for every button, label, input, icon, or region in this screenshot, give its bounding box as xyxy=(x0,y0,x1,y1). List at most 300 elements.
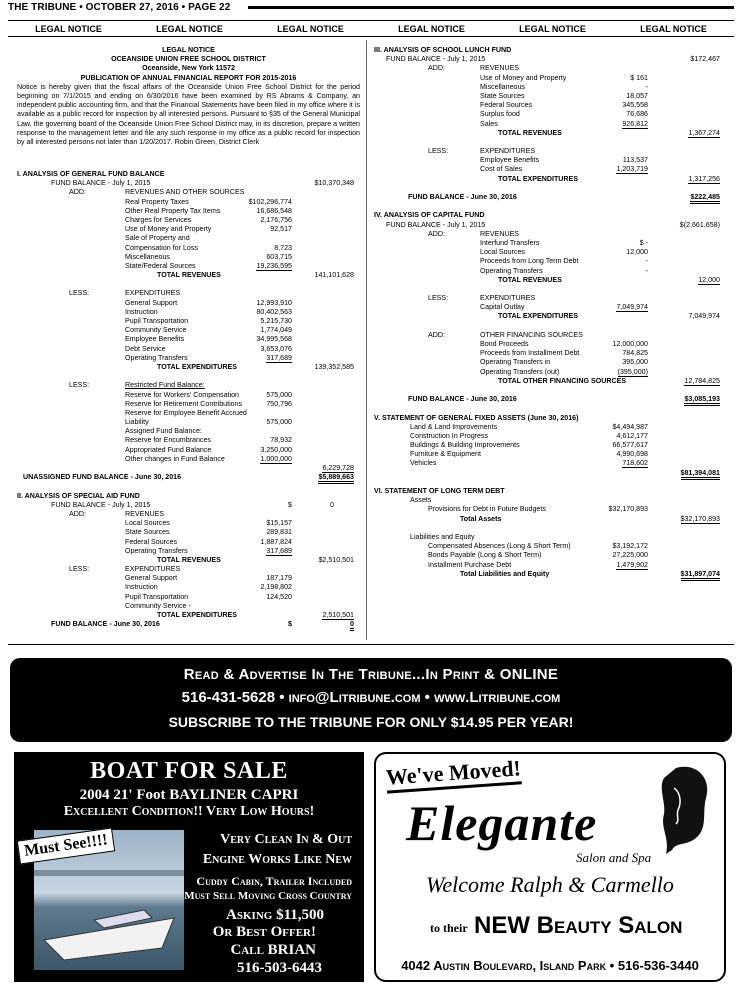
table-row xyxy=(374,193,726,202)
table-cell: Operating Transfers xyxy=(125,353,188,362)
table-row xyxy=(374,478,726,487)
table-cell: Employee Benefits xyxy=(125,335,185,344)
table-row xyxy=(17,464,362,473)
table-cell: TOTAL EXPENDITURES xyxy=(498,174,579,183)
table-cell: Assigned Fund Balance: xyxy=(125,427,202,436)
table-row xyxy=(17,381,362,390)
table-cell: 12,784,825 xyxy=(684,376,720,385)
table-cell: TOTAL REVENUES xyxy=(157,271,221,280)
table-cell: TOTAL REVENUES xyxy=(157,555,221,564)
table-row xyxy=(374,469,726,478)
table-row xyxy=(17,234,362,243)
table-cell: 12,000,000 xyxy=(612,340,648,348)
table-row xyxy=(374,221,726,230)
table-cell: $3,192,172 xyxy=(612,542,648,551)
legal-notice-label: LEGAL NOTICE xyxy=(35,23,102,34)
table-cell: 345,558 xyxy=(622,101,648,110)
table-cell: 317,689 xyxy=(266,546,292,555)
table-cell: EXPENDITURES xyxy=(480,294,536,303)
salon-name: Elegante xyxy=(406,795,598,851)
table-cell: Total Liabilities and Equity xyxy=(460,569,550,578)
table-cell: 1,203,719 xyxy=(616,165,648,174)
table-cell: 19,236,595 xyxy=(256,261,292,270)
moved-label: We've Moved! xyxy=(385,755,522,793)
table-cell: $31,897,074 xyxy=(681,570,720,581)
boat-ad-model: 2004 21' Foot BAYLINER CAPRI xyxy=(79,787,299,803)
table-cell: 12,993,910 xyxy=(256,298,292,307)
table-cell: Liabilities and Equity xyxy=(410,532,475,541)
table-cell: LESS: xyxy=(69,565,90,574)
table-cell: 1,479,902 xyxy=(616,560,648,569)
table-cell: 8,723 xyxy=(274,243,292,252)
table-row xyxy=(17,207,362,216)
table-cell: 113,537 xyxy=(622,156,648,165)
table-row xyxy=(374,303,726,312)
notice-body: Notice is hereby given that the fiscal affairs of the Oceanside Union Free School District for the period beginning on 7/1/2015 and ending on 6/30/2016 have been examined by RS Abrams & Company, an independent public accounting firm, and that the Financial Statements have been filed in my office where it is available as a public record for inspection by all interested persons. Pursuant to §35 of the General Municipal Law, the governing board of the Oceanside Union Free School District may, in its discretion, prepare a written response to the management letter and file any such response in my office as a public record for inspection by all interested persons not later than 1/20/2017. Robin Green, District Clerk xyxy=(17,82,360,147)
table-cell: $222,485 xyxy=(690,193,720,204)
table-row xyxy=(374,441,726,450)
table-cell: 0 xyxy=(350,620,354,631)
table-cell: Community Service xyxy=(125,326,187,335)
table-row xyxy=(374,450,726,459)
table-cell: 289,831 xyxy=(266,528,292,537)
table-cell: Real Property Taxes xyxy=(125,197,189,206)
table-row xyxy=(17,492,362,501)
boat-ad-cabin: Cuddy Cabin, Trailer Included xyxy=(196,874,352,888)
table-cell: OTHER FINANCING SOURCES xyxy=(480,330,583,339)
table-row xyxy=(17,271,362,280)
table-cell: EXPENDITURES xyxy=(480,147,536,156)
table-row xyxy=(17,409,362,418)
table-cell: $172,467 xyxy=(690,55,720,64)
table-cell: Community Service - xyxy=(125,601,191,610)
table-cell: Other changes in Fund Balance xyxy=(125,454,225,463)
boat-ad-condition: Excellent Condition!! Very Low Hours! xyxy=(63,804,315,819)
table-cell: 1,367,274 xyxy=(688,128,720,137)
table-cell: $ xyxy=(288,500,292,509)
table-cell: Pupil Transportation xyxy=(125,317,189,325)
table-row xyxy=(374,515,726,524)
table-row xyxy=(374,211,726,220)
table-row xyxy=(17,436,362,445)
boat-ad-phone: 516-503-6443 xyxy=(237,960,322,976)
legal-notice-label: LEGAL NOTICE xyxy=(519,23,586,34)
table-cell: Employee Benefits xyxy=(480,156,540,165)
table-cell: TOTAL REVENUES xyxy=(498,128,562,137)
table-cell: Vehicles xyxy=(410,459,437,468)
table-row xyxy=(17,602,362,611)
table-row xyxy=(374,459,726,468)
table-cell: LESS: xyxy=(428,147,449,156)
table-cell: $2,510,501 xyxy=(318,555,354,564)
boat-for-sale-ad xyxy=(14,752,364,982)
table-row xyxy=(17,418,362,427)
salon-address: 4042 Austin Boulevard, Island Park • 516-536-3440 xyxy=(401,958,699,973)
table-row xyxy=(374,533,726,542)
table-cell: Reserve for Employee Benefit Accrued xyxy=(125,408,247,417)
table-row xyxy=(374,147,726,156)
table-cell: III. ANALYSIS OF SCHOOL LUNCH FUND xyxy=(374,46,512,54)
table-cell: Federal Sources xyxy=(480,101,533,110)
table-row xyxy=(374,432,726,441)
table-row xyxy=(17,299,362,308)
table-cell: 3,250,000 xyxy=(260,445,292,454)
elegante-salon-ad xyxy=(374,752,726,982)
table-cell: 78,932 xyxy=(270,436,292,445)
table-cell: EXPENDITURES xyxy=(125,289,181,298)
table-row xyxy=(17,308,362,317)
table-row xyxy=(374,349,726,358)
legal-notice-label: LEGAL NOTICE xyxy=(398,23,465,34)
table-cell: EXPENDITURES xyxy=(125,565,181,574)
table-cell: TOTAL EXPENDITURES xyxy=(498,312,579,321)
table-cell: State Sources xyxy=(480,91,525,100)
table-cell: 317,689 xyxy=(266,353,292,362)
table-row xyxy=(374,74,726,83)
table-cell: LESS: xyxy=(69,289,90,298)
table-cell: TOTAL EXPENDITURES xyxy=(157,611,238,619)
table-cell: 750,796 xyxy=(266,399,292,408)
table-cell: Use of Money and Property xyxy=(125,225,212,234)
table-cell: TOTAL REVENUES xyxy=(498,275,562,284)
table-row xyxy=(374,175,726,184)
table-cell: Sale of Property and xyxy=(125,234,190,243)
table-row xyxy=(17,391,362,400)
table-row xyxy=(374,312,726,321)
table-cell: Reserve for Encumbrances xyxy=(125,436,211,445)
table-cell: Federal Sources xyxy=(125,537,178,546)
table-cell: $5,889,663 xyxy=(318,473,354,484)
table-cell: Cost of Sales xyxy=(480,165,523,174)
table-cell: 187,179 xyxy=(266,574,292,583)
table-row xyxy=(374,414,726,423)
table-row xyxy=(17,244,362,253)
table-cell: I. ANALYSIS OF GENERAL FUND BALANCE xyxy=(17,170,165,178)
table-cell: Liability xyxy=(125,418,149,427)
banner-contact-line: 516-431-5628 • info@Litribune.com • www.Litribune.com xyxy=(181,689,561,706)
salon-to-their: to their xyxy=(430,921,468,935)
table-row xyxy=(17,326,362,335)
table-cell: 12,000 xyxy=(626,248,648,257)
table-row xyxy=(374,138,726,147)
table-cell: Total Assets xyxy=(460,514,502,523)
table-cell: Furniture & Equipment xyxy=(410,450,481,459)
table-cell: 3,653,076 xyxy=(260,344,292,353)
table-row xyxy=(17,354,362,363)
table-cell: Bond Proceeds xyxy=(480,340,529,348)
table-row xyxy=(17,574,362,583)
table-cell: Operating Transfers in xyxy=(480,358,551,367)
table-cell: 1,774,049 xyxy=(260,326,292,335)
table-cell: Interfund Transfers xyxy=(480,238,540,247)
table-row xyxy=(374,368,726,377)
salon-welcome: Welcome Ralph & Carmello xyxy=(426,872,674,897)
salon-new-beauty: NEW Beauty Salon xyxy=(474,912,683,939)
table-cell: Restricted Fund Balance: xyxy=(125,381,205,390)
table-cell: 7,049,974 xyxy=(688,312,720,321)
table-row xyxy=(374,322,726,331)
table-cell: (395,000) xyxy=(617,367,648,376)
table-row xyxy=(374,561,726,570)
table-cell: 5,215,730 xyxy=(260,317,292,325)
column-divider xyxy=(366,40,367,640)
table-cell: Assets xyxy=(410,496,432,505)
table-row xyxy=(374,129,726,138)
table-row xyxy=(374,83,726,92)
table-cell: State/Federal Sources xyxy=(125,261,196,270)
table-cell: 4,612,177 xyxy=(616,431,648,440)
table-cell: VI. STATEMENT OF LONG TERM DEBT xyxy=(374,487,505,495)
table-cell: Installment Purchase Debt xyxy=(428,560,512,569)
boat-ad-price: Asking $11,500 xyxy=(226,907,324,923)
table-cell: FUND BALANCE - June 30, 2016 xyxy=(408,395,517,404)
table-row xyxy=(17,280,362,289)
boat-ad-engine: Engine Works Like New xyxy=(202,852,352,867)
table-row xyxy=(374,267,726,276)
table-row xyxy=(17,188,362,197)
table-cell: 784,825 xyxy=(622,349,648,358)
table-cell: ADD: xyxy=(428,64,445,73)
table-cell: $81,394,081 xyxy=(681,469,720,480)
table-cell: 2,198,802 xyxy=(260,583,292,592)
table-row xyxy=(17,473,362,482)
table-row xyxy=(17,556,362,565)
table-cell: Pupil Transportation xyxy=(125,592,189,601)
table-cell: Local Sources xyxy=(480,248,525,257)
table-cell: $ - xyxy=(639,238,648,247)
table-cell: 6,229,728 xyxy=(322,464,354,472)
legal-notice-bar xyxy=(8,20,734,37)
table-row xyxy=(17,372,362,381)
table-cell: 12,000 xyxy=(698,275,720,284)
table-cell: FUND BALANCE - June 30, 2016 xyxy=(408,193,517,201)
table-row xyxy=(374,294,726,303)
table-row xyxy=(17,427,362,436)
table-cell: FUND BALANCE - July 1, 2015 xyxy=(386,55,486,64)
table-row xyxy=(17,455,362,464)
table-row xyxy=(17,179,362,188)
table-row xyxy=(17,446,362,455)
table-cell: - xyxy=(645,266,648,275)
table-cell: $(2,661,658) xyxy=(679,220,720,229)
table-row xyxy=(374,120,726,129)
table-cell: Charges for Services xyxy=(125,215,192,224)
table-cell: Reserve for Retirement Contributions xyxy=(125,399,243,408)
table-cell: 34,995,568 xyxy=(256,335,292,344)
table-row xyxy=(17,547,362,556)
table-cell: LESS: xyxy=(428,294,449,303)
table-row xyxy=(374,257,726,266)
table-cell: FUND BALANCE - June 30, 2016 xyxy=(51,620,160,629)
table-cell: FUND BALANCE - July 1, 2015 xyxy=(386,220,486,229)
legal-notice-label: LEGAL NOTICE xyxy=(640,23,707,34)
table-cell: Other Real Property Tax Items xyxy=(125,206,221,215)
table-row xyxy=(17,510,362,519)
table-row xyxy=(17,262,362,271)
must-see-label: Must See!!!! xyxy=(17,827,115,864)
table-row xyxy=(17,528,362,537)
table-cell: Surplus food xyxy=(480,110,520,119)
table-row xyxy=(374,101,726,110)
table-cell: Miscellaneous xyxy=(480,82,525,91)
woman-silhouette-icon xyxy=(636,758,716,858)
table-cell: Proceeds from Long Term Debt xyxy=(480,257,579,266)
table-cell: REVENUES xyxy=(480,64,520,73)
table-row xyxy=(374,395,726,404)
notice-title: LEGAL NOTICE xyxy=(162,46,215,54)
table-cell: 141,101,628 xyxy=(314,271,354,280)
table-row xyxy=(17,519,362,528)
table-cell: 139,352,585 xyxy=(314,362,354,371)
table-cell: 0 xyxy=(330,500,334,509)
table-cell: State Sources xyxy=(125,528,170,537)
table-cell: Use of Money and Property xyxy=(480,73,567,82)
boat-ad-offer: Or Best Offer! xyxy=(212,924,316,940)
table-row xyxy=(17,225,362,234)
table-row xyxy=(17,538,362,547)
table-cell: $102,296,774 xyxy=(248,197,292,206)
table-cell: TOTAL EXPENDITURES xyxy=(157,362,238,371)
boat-ad-moving: Must Sell Moving Cross Country xyxy=(184,890,352,902)
table-cell: II. ANALYSIS OF SPECIAL AID FUND xyxy=(17,491,140,500)
table-row xyxy=(374,248,726,257)
table-row xyxy=(17,611,362,620)
table-row xyxy=(17,565,362,574)
table-row xyxy=(374,55,726,64)
table-row xyxy=(374,386,726,395)
table-row xyxy=(374,377,726,386)
notice-intro xyxy=(17,46,360,147)
table-cell: REVENUES xyxy=(480,229,520,238)
table-cell: 80,402,563 xyxy=(256,307,292,316)
tribune-banner xyxy=(10,658,732,742)
legal-notice-label: LEGAL NOTICE xyxy=(277,23,344,34)
table-cell: $3,085,193 xyxy=(684,395,720,406)
table-cell: 16,686,548 xyxy=(256,206,292,215)
table-row xyxy=(374,524,726,533)
table-cell: 2,510,501 xyxy=(322,611,354,619)
right-financial-column xyxy=(374,46,726,579)
table-cell: Capital Outlay xyxy=(480,303,525,312)
table-cell: Provisions for Debt in Future Budgets xyxy=(428,505,546,514)
header-rule xyxy=(248,6,734,9)
table-row xyxy=(374,340,726,349)
table-cell: 1,317,256 xyxy=(688,174,720,183)
table-row xyxy=(17,317,362,326)
boat-ad-clean: Very Clean In & Out xyxy=(220,832,352,847)
table-row xyxy=(17,583,362,592)
table-cell: TOTAL OTHER FINANCING SOURCES xyxy=(498,376,627,385)
table-cell: 4,990,698 xyxy=(616,450,648,459)
table-cell: $32,170,893 xyxy=(680,514,720,523)
table-row xyxy=(374,64,726,73)
table-row xyxy=(17,335,362,344)
table-cell: 27,225,000 xyxy=(612,551,648,560)
table-cell: - xyxy=(645,257,648,266)
table-cell: Local Sources xyxy=(125,519,170,528)
table-cell: Instruction xyxy=(125,583,158,592)
table-cell: $32,170,893 xyxy=(608,505,648,514)
table-cell: Bonds Payable (Long & Short Term) xyxy=(428,551,542,560)
table-cell: ADD: xyxy=(69,188,86,197)
table-cell: FUND BALANCE - July 1, 2015 xyxy=(51,500,151,509)
boat-ad-call: Call BRIAN xyxy=(230,942,316,958)
table-row xyxy=(374,487,726,496)
left-financial-column xyxy=(17,170,362,629)
table-row xyxy=(374,202,726,211)
boat-ad-title: BOAT FOR SALE xyxy=(90,758,288,784)
table-row xyxy=(374,46,726,55)
table-cell: 718,602 xyxy=(622,459,648,468)
table-cell: - xyxy=(645,82,648,91)
banner-subscribe-line: SUBSCRIBE TO THE TRIBUNE FOR ONLY $14.95 PER YEAR! xyxy=(168,714,574,730)
table-row xyxy=(374,230,726,239)
table-cell: 395,000 xyxy=(622,358,648,367)
table-row xyxy=(374,184,726,193)
table-cell: $4,494,987 xyxy=(612,422,648,431)
table-cell: 7,049,974 xyxy=(616,303,648,312)
table-row xyxy=(17,593,362,602)
table-cell: Reserve for Workers' Compensation xyxy=(125,390,239,399)
table-cell: $ 161 xyxy=(630,73,648,82)
bottom-rule xyxy=(8,644,734,645)
table-cell: ADD: xyxy=(69,509,86,518)
table-row xyxy=(374,423,726,432)
table-row xyxy=(374,331,726,340)
table-row xyxy=(374,542,726,551)
table-cell: Buildings & Building Improvements xyxy=(410,441,520,450)
table-cell: ADD: xyxy=(428,229,445,238)
table-cell: ADD: xyxy=(428,330,445,339)
table-cell: Land & Land Improvements xyxy=(410,422,498,431)
table-cell: 18,057 xyxy=(626,91,648,100)
table-row xyxy=(374,285,726,294)
table-cell: Operating Transfers xyxy=(125,546,188,555)
table-cell: Operating Transfers (out) xyxy=(480,367,560,376)
table-cell: 2,176,756 xyxy=(260,215,292,224)
salon-subtitle: Salon and Spa xyxy=(576,850,652,865)
table-row xyxy=(374,404,726,413)
table-cell: 66,577,617 xyxy=(612,441,648,450)
table-cell: 92,517 xyxy=(270,225,292,234)
table-cell: $15,157 xyxy=(266,519,292,528)
table-row xyxy=(17,482,362,491)
table-row xyxy=(17,345,362,354)
table-cell: Instruction xyxy=(125,307,158,316)
table-row xyxy=(374,239,726,248)
table-cell: General Support xyxy=(125,298,178,307)
table-row xyxy=(17,198,362,207)
table-row xyxy=(17,400,362,409)
table-row xyxy=(17,289,362,298)
table-cell: UNASSIGNED FUND BALANCE - June 30, 2016 xyxy=(23,473,182,482)
table-cell: Sales xyxy=(480,119,498,128)
table-row xyxy=(374,156,726,165)
table-row xyxy=(374,505,726,514)
table-row xyxy=(17,170,362,179)
table-cell: Operating Transfers xyxy=(480,266,543,275)
table-cell: Miscellaneous xyxy=(125,252,170,261)
table-cell: 575,000 xyxy=(266,418,292,427)
table-row xyxy=(374,276,726,285)
table-cell: $ xyxy=(288,620,292,629)
legal-notice-label: LEGAL NOTICE xyxy=(156,23,223,34)
table-cell: 1,000,000 xyxy=(260,454,292,463)
table-cell: General Support xyxy=(125,574,178,583)
table-row xyxy=(17,253,362,262)
table-row xyxy=(17,363,362,372)
table-cell: 76,686 xyxy=(626,110,648,119)
